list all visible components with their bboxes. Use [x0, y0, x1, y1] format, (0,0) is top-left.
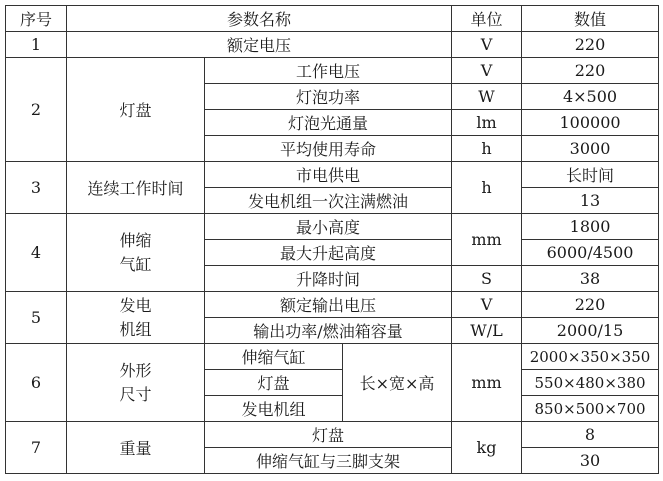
value-cell: 220	[522, 292, 659, 318]
table-row	[6, 162, 659, 188]
group-cell	[67, 292, 205, 344]
unit-cell: W/L	[452, 318, 522, 344]
value-cell: 30	[522, 448, 659, 474]
param-cell: 平均使用寿命	[205, 136, 452, 162]
group-label-line: 外形	[119, 360, 152, 380]
unit-cell: h	[452, 162, 522, 214]
group-cell	[67, 214, 205, 292]
table-row	[6, 422, 659, 448]
header-row	[6, 6, 659, 32]
unit-cell: lm	[452, 110, 522, 136]
group-label-line: 发电	[119, 295, 152, 315]
value-cell: 100000	[522, 110, 659, 136]
param-cell: 伸缩气缸	[205, 344, 343, 370]
param-cell: 额定电压	[67, 32, 452, 58]
seq-cell: 1	[6, 32, 67, 58]
value-cell: 2000/15	[522, 318, 659, 344]
header-param: 参数名称	[67, 6, 452, 32]
param-cell: 额定输出电压	[205, 292, 452, 318]
param-cell: 发电机组	[205, 396, 343, 422]
group-label-line: 气缸	[119, 254, 152, 274]
unit-cell: h	[452, 136, 522, 162]
unit-cell: mm	[452, 344, 522, 422]
value-cell: 13	[522, 188, 659, 214]
table-row	[6, 214, 659, 240]
seq-cell: 3	[6, 162, 67, 214]
table-row	[6, 32, 659, 58]
param-cell: 最大升起高度	[205, 240, 452, 266]
table-row	[6, 58, 659, 84]
unit-cell: V	[452, 58, 522, 84]
unit-cell: V	[452, 292, 522, 318]
seq-cell: 2	[6, 58, 67, 162]
unit-cell: V	[452, 32, 522, 58]
header-value: 数值	[522, 6, 659, 32]
param-cell: 灯泡光通量	[205, 110, 452, 136]
group-cell	[67, 344, 205, 422]
unit-cell: kg	[452, 422, 522, 474]
unit-cell: S	[452, 266, 522, 292]
group-cell: 重量	[67, 422, 205, 474]
value-cell: 4×500	[522, 84, 659, 110]
seq-cell: 4	[6, 214, 67, 292]
spec-table	[5, 5, 659, 474]
group-label-line: 机组	[119, 319, 152, 339]
param-cell: 灯盘	[205, 370, 343, 396]
value-cell: 8	[522, 422, 659, 448]
seq-cell: 7	[6, 422, 67, 474]
param-cell: 工作电压	[205, 58, 452, 84]
value-cell: 850×500×700	[522, 396, 659, 422]
param-cell: 输出功率/燃油箱容量	[205, 318, 452, 344]
dim-label-cell: 长×宽×高	[343, 344, 452, 422]
value-cell: 长时间	[522, 162, 659, 188]
value-cell: 550×480×380	[522, 370, 659, 396]
group-label-line: 尺寸	[119, 384, 152, 404]
value-cell: 3000	[522, 136, 659, 162]
table-row	[6, 344, 659, 370]
param-cell: 市电供电	[205, 162, 452, 188]
header-unit: 单位	[452, 6, 522, 32]
seq-cell: 6	[6, 344, 67, 422]
value-cell: 6000/4500	[522, 240, 659, 266]
value-cell: 220	[522, 32, 659, 58]
param-cell: 伸缩气缸与三脚支架	[205, 448, 452, 474]
value-cell: 38	[522, 266, 659, 292]
unit-cell: W	[452, 84, 522, 110]
unit-cell: mm	[452, 214, 522, 266]
header-seq: 序号	[6, 6, 67, 32]
seq-cell: 5	[6, 292, 67, 344]
table-row	[6, 292, 659, 318]
param-cell: 升降时间	[205, 266, 452, 292]
group-label-line: 伸缩	[119, 230, 152, 250]
value-cell: 1800	[522, 214, 659, 240]
param-cell: 灯盘	[205, 422, 452, 448]
param-cell: 灯泡功率	[205, 84, 452, 110]
group-cell: 连续工作时间	[67, 162, 205, 214]
value-cell: 2000×350×350	[522, 344, 659, 370]
param-cell: 发电机组一次注满燃油	[205, 188, 452, 214]
param-cell: 最小高度	[205, 214, 452, 240]
value-cell: 220	[522, 58, 659, 84]
group-cell: 灯盘	[67, 58, 205, 162]
